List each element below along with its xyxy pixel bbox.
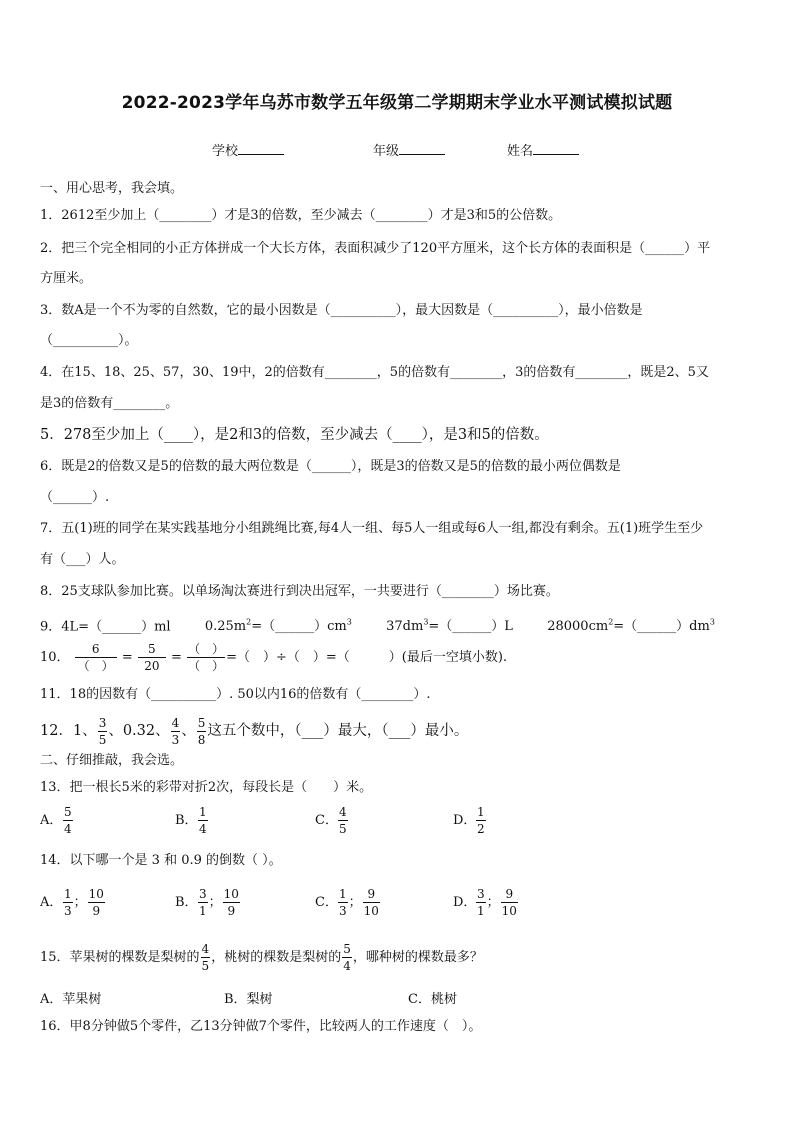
grade-label: 年级 bbox=[373, 144, 400, 159]
q15-tail: ，哪种树的棵数最多？ bbox=[352, 950, 483, 965]
question-4-line-1: 4．在15、18、25、57，30、19中，2的倍数有________，5的倍数有________，3的倍数有________，既是2、5又 bbox=[40, 365, 709, 380]
question-10 bbox=[40, 640, 758, 676]
q15-option-a[interactable]: A．苹果树 bbox=[40, 992, 102, 1007]
name-field[interactable] bbox=[507, 140, 579, 159]
q10-fraction-1: $\frac{6}{( )}$ bbox=[75, 643, 117, 672]
question-2-line-1: 2．把三个完全相同的小正方体拼成一个大长方体，表面积减少了120平方厘米，这个长方体的表面积是（______）平 bbox=[40, 241, 711, 256]
q12-fraction-2: $\frac{4}{3}$ bbox=[171, 715, 180, 747]
q15-mid: ，桃树的棵数是梨树的 bbox=[211, 950, 342, 965]
q10-fraction-3: $\frac{( )}{( )}$ bbox=[188, 642, 225, 673]
question-7-line-1: 7．五(1)班的同学在某实践基地分小组跳绳比赛,每4人一组、每5人一组或每6人一组,都没有剩余。五(1)班学生至少 bbox=[40, 521, 704, 536]
grade-field[interactable] bbox=[373, 140, 445, 159]
q14-option-b[interactable]: B． $\frac{3}{1}$ ； $\frac{10}{9}$ bbox=[175, 887, 239, 918]
q10-fraction-2: $\frac{5}{20}$ bbox=[138, 643, 166, 672]
name-label: 姓名 bbox=[507, 144, 534, 159]
question-4-line-2: 是3的倍数有________。 bbox=[40, 396, 179, 411]
grade-blank[interactable] bbox=[399, 142, 445, 155]
q9-part-3: $37dm^3=(\_\_\_\_\_\_)L$ bbox=[386, 618, 513, 635]
question-6-line-1: 6．既是2的倍数又是5的倍数的最大两位数是（______），既是3的倍数又是5的倍数的最小两位偶数是 bbox=[40, 459, 621, 474]
q12-mid: 、0.32、 bbox=[108, 723, 170, 739]
question-13-stem: 13．把一根长5米的彩带对折2次，每段长是（ ）米。 bbox=[40, 780, 373, 795]
q12-fraction-3: $\frac{5}{8}$ bbox=[197, 715, 206, 747]
q10-equals: = bbox=[121, 650, 133, 665]
q10-tail: =（ ）÷（ ）=（ ）(最后一空填小数). bbox=[226, 650, 508, 665]
school-field[interactable] bbox=[212, 140, 284, 159]
q12-sep: 、 bbox=[181, 723, 196, 739]
question-16-stem: 16．甲8分钟做5个零件，乙13分钟做7个零件，比较两人的工作速度（ ）。 bbox=[40, 1019, 482, 1034]
section-heading-fill: 一、用心思考，我会填。 bbox=[40, 181, 184, 196]
student-info-row bbox=[0, 140, 794, 160]
q14-option-a[interactable]: A． $\frac{1}{3}$ ； $\frac{10}{9}$ bbox=[40, 887, 104, 918]
q13-option-a[interactable]: A． $\frac{5}{4}$ bbox=[40, 805, 72, 836]
name-blank[interactable] bbox=[533, 142, 579, 155]
question-7-line-2: 有（___）人。 bbox=[40, 552, 125, 567]
q12-fraction-1: $\frac{3}{5}$ bbox=[98, 715, 107, 747]
question-6-line-2: （______）. bbox=[40, 490, 110, 505]
school-label: 学校 bbox=[212, 144, 239, 159]
q10-label: 10． bbox=[40, 650, 70, 665]
question-11: 11．18的因数有（__________）. 50以内16的倍数有（________）. bbox=[40, 687, 431, 702]
q9-part-2: $0.25m^2=(\_\_\_\_\_\_)cm^3$ bbox=[204, 618, 352, 635]
q9-part-4: $28000cm^2=(\_\_\_\_\_\_)dm^3$ bbox=[547, 618, 715, 635]
question-12 bbox=[40, 713, 758, 749]
q14-option-d[interactable]: D． $\frac{3}{1}$ ； $\frac{9}{10}$ bbox=[453, 887, 517, 918]
q9-part-1: 9．4L=（______）ml bbox=[40, 619, 171, 635]
question-1: 1．2612至少加上（________）才是3的倍数，至少减去（________）才是3和5的公倍数。 bbox=[40, 208, 562, 223]
question-5: 5．278至少加上（____），是2和3的倍数，至少减去（____），是3和5的倍数。 bbox=[40, 427, 549, 443]
question-3-line-2: （__________）。 bbox=[40, 333, 138, 348]
question-15-stem bbox=[40, 940, 758, 976]
question-8: 8．25支球队参加比赛。以单场淘汰赛进行到决出冠军，一共要进行（________）场比赛。 bbox=[40, 584, 559, 599]
q12-lead: 12．1、 bbox=[40, 723, 97, 739]
school-blank[interactable] bbox=[238, 142, 284, 155]
q15-fraction-1: $\frac{4}{5}$ bbox=[201, 942, 210, 973]
q12-tail: 这五个数中，（___）最大，（___）最小。 bbox=[207, 723, 469, 739]
question-9 bbox=[40, 614, 758, 636]
page-title: 2022-2023学年乌苏市数学五年级第二学期期末学业水平测试模拟试题 bbox=[121, 93, 673, 113]
section-heading-choose: 二、仔细推敲，我会选。 bbox=[40, 753, 184, 768]
question-14-stem: 14．以下哪一个是 3 和 0.9 的倒数（ ）。 bbox=[40, 853, 282, 868]
q15-lead: 15．苹果树的棵数是梨树的 bbox=[40, 950, 200, 965]
q14-option-c[interactable]: C． $\frac{1}{3}$ ； $\frac{9}{10}$ bbox=[315, 887, 379, 918]
q10-equals-2: = bbox=[171, 650, 182, 665]
question-2-line-2: 方厘米。 bbox=[40, 271, 93, 286]
q13-option-d[interactable]: D． $\frac{1}{2}$ bbox=[453, 805, 485, 836]
q13-option-b[interactable]: B． $\frac{1}{4}$ bbox=[175, 805, 207, 836]
q15-fraction-2: $\frac{5}{4}$ bbox=[343, 942, 351, 973]
q15-option-c[interactable]: C．桃树 bbox=[408, 992, 457, 1007]
q13-option-c[interactable]: C． $\frac{4}{5}$ bbox=[315, 805, 347, 836]
q15-option-b[interactable]: B．梨树 bbox=[224, 992, 273, 1007]
question-3-line-1: 3．数A是一个不为零的自然数，它的最小因数是（__________），最大因数是（__________），最小倍数是 bbox=[40, 303, 643, 318]
